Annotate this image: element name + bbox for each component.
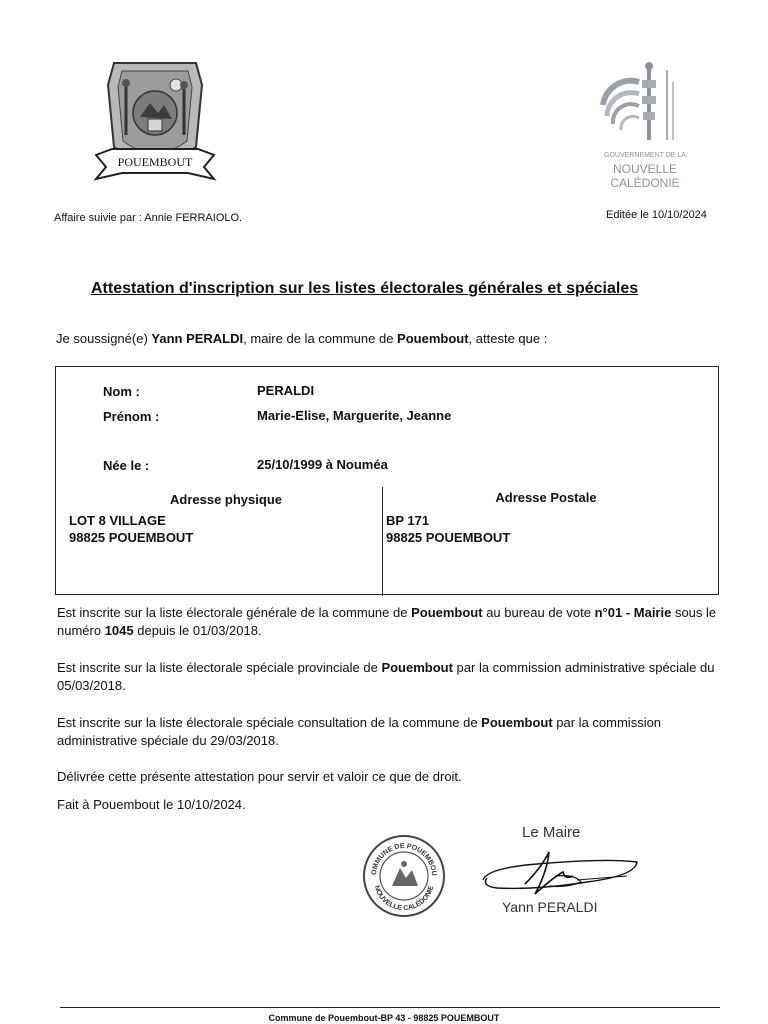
physical-address-heading: Adresse physique (170, 492, 282, 507)
p1-bureau: n°01 - Mairie (594, 605, 672, 620)
gov-logo-line1: GOUVERNEMENT DE LA (604, 152, 686, 159)
consultation-list-paragraph (57, 714, 727, 750)
p1-commune: Pouembout (411, 605, 483, 620)
nee-label: Née le : (103, 458, 150, 473)
svg-text:NOUVELLE CALÉDONIE (373, 885, 436, 913)
mayor-signature (477, 846, 642, 906)
signature-title: Le Maire (522, 824, 581, 841)
issue-date: Editée le 10/10/2024 (606, 209, 707, 221)
intro-statement (56, 331, 547, 346)
mayor-name: Yann PERALDI (151, 331, 244, 346)
postal-address-line1: BP 171 (386, 513, 430, 528)
voter-info-box (55, 366, 719, 595)
nom-value: PERALDI (257, 383, 315, 398)
p2-commune: Pouembout (381, 660, 453, 675)
p1-text-a: Est inscrite sur la liste électorale générale de la commune de (57, 605, 412, 620)
delivery-statement: Délivrée cette présente attestation pour servir et valoir ce que de droit. (57, 769, 462, 784)
intro-middle: , maire de la commune de (243, 331, 398, 346)
p1-numero: 1045 (104, 623, 134, 638)
gov-logo-line2: NOUVELLE (612, 162, 678, 176)
footer-address: Commune de Pouembout-BP 43 - 98825 POUEMBOUT (268, 1013, 500, 1023)
p3-text-a: Est inscrite sur la liste électorale spéciale consultation de la commune de (57, 715, 482, 730)
nee-value: 25/10/1999 à Nouméa (257, 457, 388, 472)
intro-prefix: Je soussigné(e) (56, 331, 152, 346)
stamp-bottom-text: NOUVELLE CALÉDONIE (372, 884, 436, 913)
gov-logo-line3: CALÉDONIE (610, 176, 680, 190)
physical-address-line1: LOT 8 VILLAGE (69, 513, 166, 528)
postal-address-line2: 98825 POUEMBOUT (386, 530, 511, 545)
footer-divider (60, 1007, 720, 1008)
p1-text-c: sous le numéro (57, 605, 717, 638)
p2-text-b: par la commission administrative spéciale du 05/03/2018. (57, 660, 715, 693)
p1-text-b: au bureau de vote (482, 605, 595, 620)
p3-commune: Pouembout (481, 715, 553, 730)
case-handler: Affaire suivie par : Annie FERRAIOLO. (54, 212, 243, 224)
nom-label: Nom : (103, 384, 140, 399)
postal-address-heading: Adresse Postale (495, 490, 597, 505)
prenom-value: Marie-Elise, Marguerite, Jeanne (257, 408, 452, 423)
official-stamp (362, 834, 446, 918)
provincial-list-paragraph (57, 659, 727, 695)
government-logo (595, 60, 695, 200)
page-title: Attestation d'inscription sur les listes électorales générales et spéciales (91, 280, 639, 297)
stamp-top-text: OMMUNE DE POUEMBOU (370, 842, 438, 877)
commune-logo (92, 55, 218, 191)
intro-commune: Pouembout (397, 331, 469, 346)
p1-text-d: depuis le 01/03/2018. (133, 623, 262, 638)
p3-text-b: par la commission administrative spéciale du 29/03/2018. (57, 715, 662, 748)
prenom-label: Prénom : (103, 409, 160, 424)
general-list-paragraph (57, 604, 727, 640)
signer-name: Yann PERALDI (502, 899, 598, 915)
commune-logo-text: POUEMBOUT (117, 155, 193, 169)
p2-text-a: Est inscrite sur la liste électorale spéciale provinciale de (57, 660, 382, 675)
address-divider (382, 487, 383, 596)
intro-suffix: , atteste que : (468, 331, 548, 346)
physical-address-line2: 98825 POUEMBOUT (69, 530, 194, 545)
place-date-statement: Fait à Pouembout le 10/10/2024. (57, 797, 246, 812)
